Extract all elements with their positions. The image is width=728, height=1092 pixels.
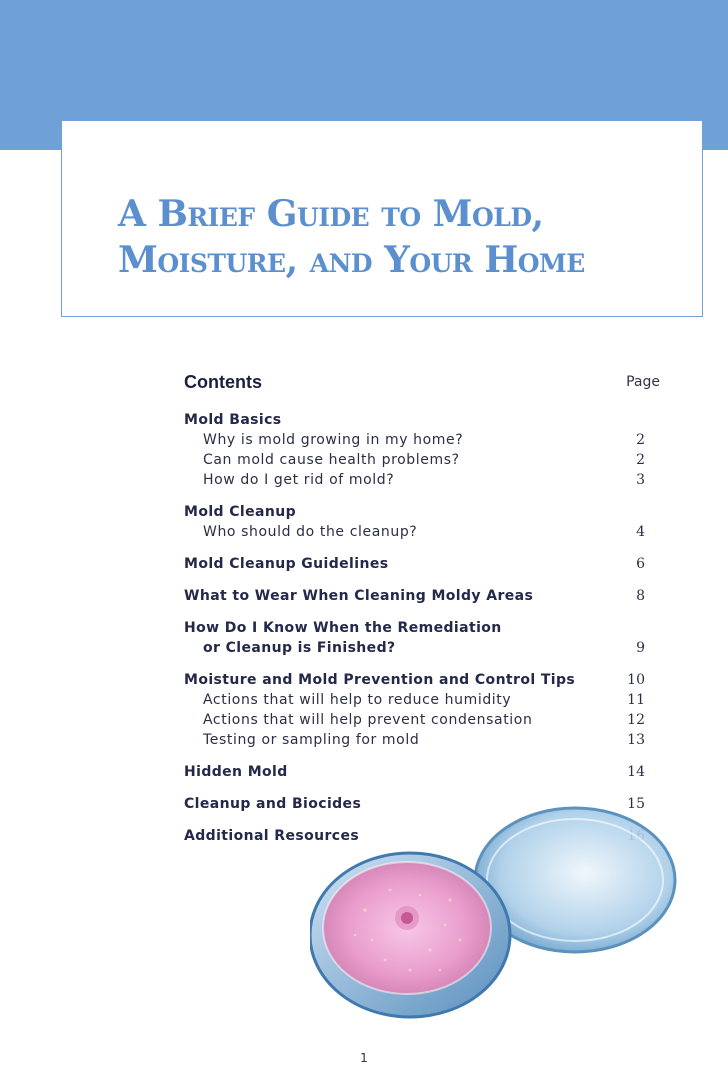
toc-page-number: 9 bbox=[636, 640, 645, 656]
toc-section bbox=[0, 554, 728, 574]
toc-section bbox=[0, 586, 728, 606]
page-column-label: Page bbox=[626, 374, 660, 390]
toc-entry-text: What to Wear When Cleaning Moldy Areas bbox=[184, 588, 534, 604]
toc-page-number: 12 bbox=[627, 712, 645, 728]
contents-label: Contents bbox=[184, 372, 262, 392]
toc-entry-text: or Cleanup is Finished? bbox=[203, 640, 396, 656]
toc-heading-row bbox=[0, 638, 728, 658]
toc-subentry-row bbox=[0, 690, 728, 710]
toc-entry-text: Who should do the cleanup? bbox=[203, 524, 418, 540]
title-line-2: Moisture, and Your Home bbox=[118, 239, 585, 281]
toc-page-number: 15 bbox=[627, 796, 645, 812]
toc-entry-text: Mold Basics bbox=[184, 412, 282, 428]
toc-page-number: 11 bbox=[627, 692, 645, 708]
toc-entry-text: Testing or sampling for mold bbox=[203, 732, 420, 748]
toc-entry-text: Mold Cleanup bbox=[184, 504, 297, 520]
toc-section bbox=[0, 762, 728, 782]
toc-entry-text: How do I get rid of mold? bbox=[203, 472, 395, 488]
toc-heading-row bbox=[0, 670, 728, 690]
toc-page-number: 6 bbox=[636, 556, 645, 572]
toc-entry-text: Can mold cause health problems? bbox=[203, 452, 460, 468]
toc-section bbox=[0, 410, 728, 490]
title-box bbox=[61, 120, 703, 317]
toc-entry-text: Additional Resources bbox=[184, 828, 360, 844]
toc-section bbox=[0, 670, 728, 750]
toc-entry-text: Actions that will help prevent condensation bbox=[203, 712, 533, 728]
toc-entry-text: Why is mold growing in my home? bbox=[203, 432, 464, 448]
toc-section bbox=[0, 502, 728, 542]
toc-subentry-row bbox=[0, 710, 728, 730]
toc-heading-row bbox=[0, 762, 728, 782]
document-title bbox=[118, 191, 585, 283]
toc-subentry-row bbox=[0, 470, 728, 490]
toc-heading-row bbox=[0, 502, 728, 522]
toc-entry-text: Moisture and Mold Prevention and Control Tips bbox=[184, 672, 576, 688]
contents-header bbox=[0, 372, 728, 396]
toc-page-number: 13 bbox=[627, 732, 645, 748]
toc-page-number: 14 bbox=[627, 764, 645, 780]
toc-section bbox=[0, 618, 728, 658]
toc-heading-row bbox=[0, 586, 728, 606]
toc-heading-row bbox=[0, 410, 728, 430]
toc-entry-text: How Do I Know When the Remediation bbox=[184, 620, 502, 636]
toc-entry-text: Cleanup and Biocides bbox=[184, 796, 362, 812]
toc-page-number: 2 bbox=[636, 432, 645, 448]
toc-heading-row bbox=[0, 554, 728, 574]
toc-subentry-row bbox=[0, 450, 728, 470]
toc-subentry-row bbox=[0, 522, 728, 542]
petri-dish-illustration bbox=[310, 800, 690, 1030]
toc-entry-text: Mold Cleanup Guidelines bbox=[184, 556, 389, 572]
toc-page-number: 3 bbox=[636, 472, 645, 488]
toc-subentry-row bbox=[0, 730, 728, 750]
toc-page-number: 4 bbox=[636, 524, 645, 540]
table-of-contents bbox=[0, 410, 728, 858]
toc-page-number: 2 bbox=[636, 452, 645, 468]
page-number: 1 bbox=[360, 1051, 368, 1065]
toc-heading-row bbox=[0, 618, 728, 638]
toc-page-number: 10 bbox=[627, 672, 645, 688]
toc-entry-text: Actions that will help to reduce humidity bbox=[203, 692, 512, 708]
toc-subentry-row bbox=[0, 430, 728, 450]
title-line-1: A Brief Guide to Mold, bbox=[118, 193, 544, 235]
toc-entry-text: Hidden Mold bbox=[184, 764, 288, 780]
toc-page-number: 8 bbox=[636, 588, 645, 604]
